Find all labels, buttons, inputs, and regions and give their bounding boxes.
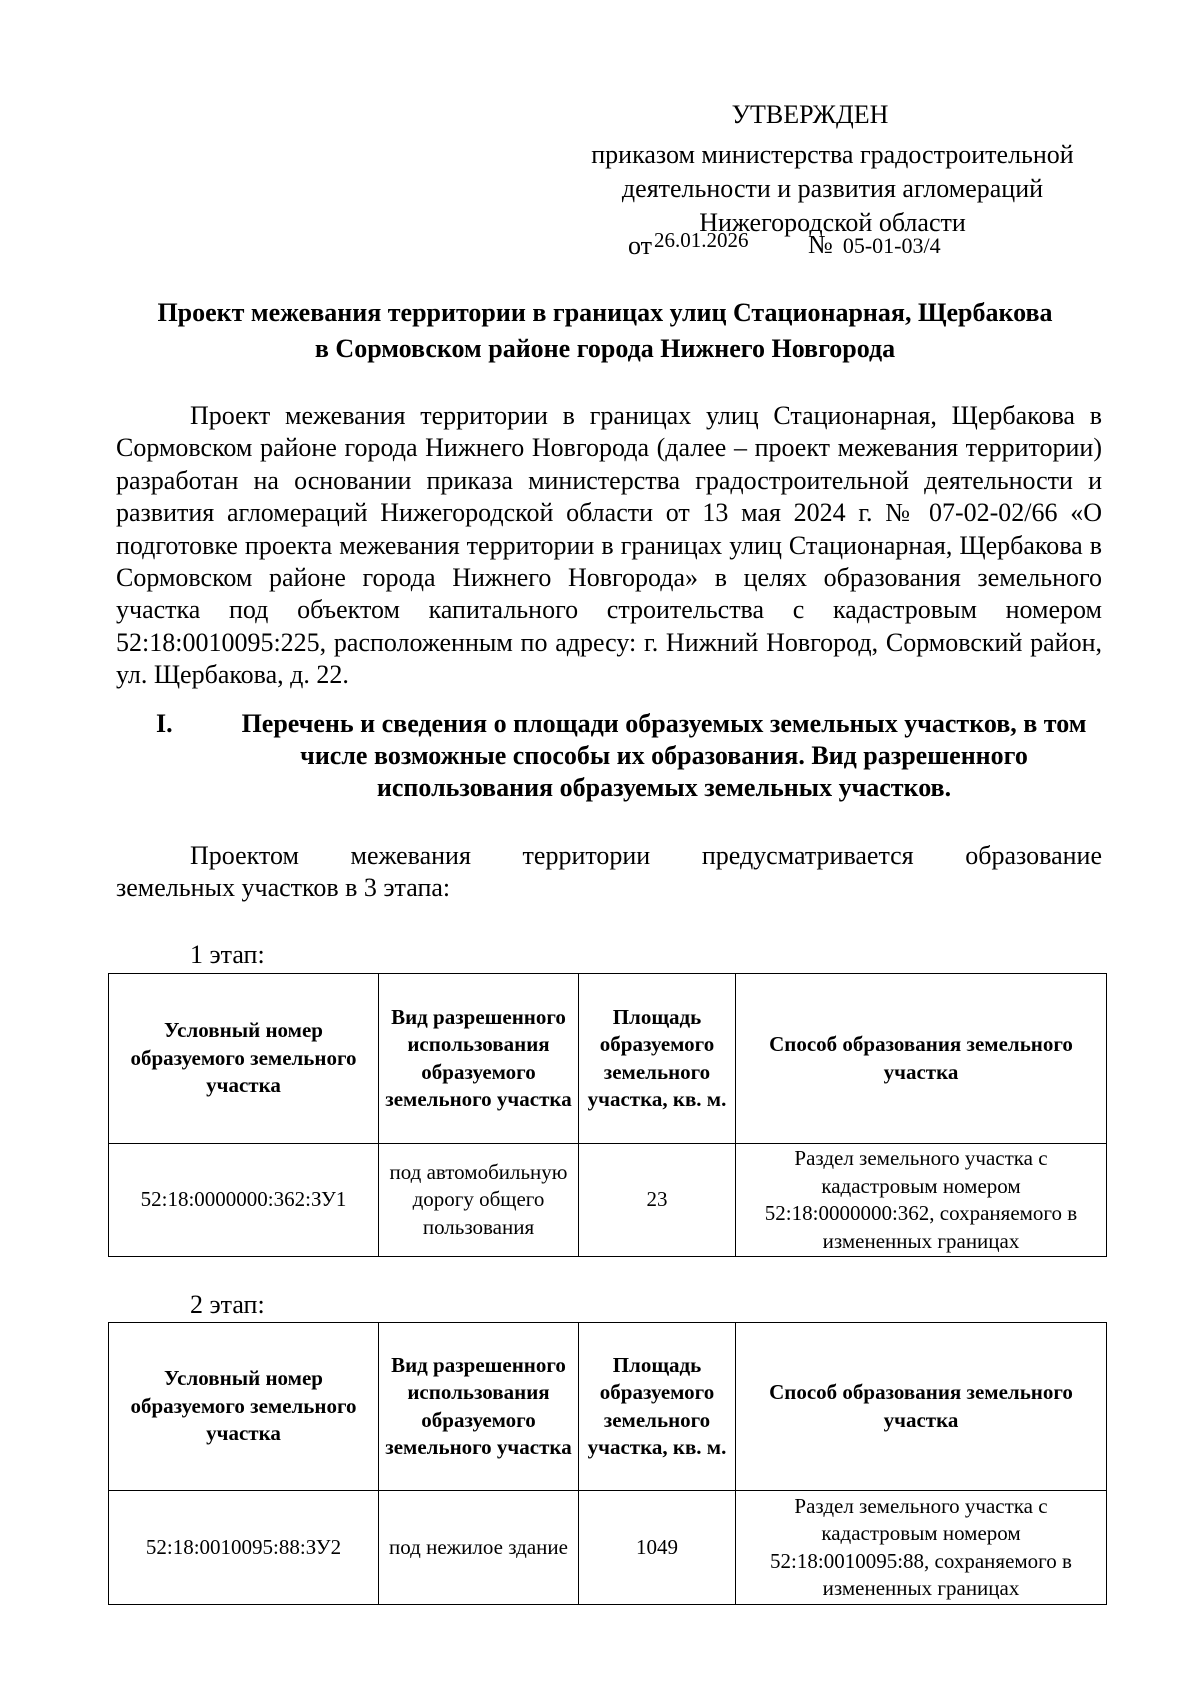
intro-paragraph [116, 400, 1102, 692]
stages-paragraph [116, 840, 1102, 904]
cell-number: 52:18:0010095:88:ЗУ2 [109, 1491, 379, 1605]
approval-number [808, 230, 941, 260]
document-title-line-2: в Сормовском районе города Нижнего Новгорода [314, 334, 896, 363]
intro-text: Проект межевания территории в границах улиц Стационарная, Щербакова в Сормовском районе города Нижнего Новгорода (далее – проект межевания территории) разработан на основании приказа министерства градостроительной деятельности и развития агломераций Нижегородской области от 13 мая 2024 г. № 07-02-02/66 «О подготовке проекта межевания территории в границах улиц Стационарная, Щербакова в Сормовском районе города Нижнего Новгорода» в целях образования земельного участка под объектом капитального строительства с кадастровым номером 52:18:0010095:225, расположенным по адресу: г. Нижний Новгород, Сормовский район, ул. Щербакова, д. 22. [116, 401, 1102, 690]
table-row [109, 1144, 1107, 1257]
header-use: Вид разрешенного использования образуемого земельного участка [379, 974, 579, 1144]
cell-use: под нежилое здание [379, 1491, 579, 1605]
approval-line-3: Нижегородской области [699, 208, 966, 237]
header-method: Способ образования земельного участка [736, 1323, 1107, 1491]
document-title [108, 295, 1102, 367]
approval-block [555, 138, 1110, 240]
stage-2-label: 2 этап: [190, 1290, 265, 1319]
cell-area: 23 [579, 1144, 736, 1257]
word: территории [522, 841, 651, 870]
section-number: I. [156, 709, 173, 738]
cell-method: Раздел земельного участка с кадастровым номером 52:18:0000000:362, сохраняемого в измененных границах [736, 1144, 1107, 1257]
cell-number: 52:18:0000000:362:ЗУ1 [109, 1144, 379, 1257]
date-prefix: от [628, 231, 653, 260]
approval-title: УТВЕРЖДЕН [731, 100, 889, 129]
approval-line-2: деятельности и развития агломераций [621, 174, 1044, 203]
cell-area: 1049 [579, 1491, 736, 1605]
approval-line-1: приказом министерства градостроительной [591, 140, 1074, 169]
word: предусматривается [701, 841, 914, 870]
stage-2-table [108, 1322, 1107, 1605]
header-area: Площадь образуемого земельного участка, кв. м. [579, 1323, 736, 1491]
number-prefix: № [808, 230, 833, 259]
stage-1-label: 1 этап: [190, 940, 265, 969]
header-method: Способ образования земельного участка [736, 974, 1107, 1144]
stages-paragraph-line-1 [116, 840, 1102, 872]
cell-method: Раздел земельного участка с кадастровым номером 52:18:0010095:88, сохраняемого в измененных границах [736, 1491, 1107, 1605]
table-header-row [109, 1323, 1107, 1491]
date-value: 26.01.2026 [654, 228, 749, 252]
cell-use: под автомобильную дорогу общего пользования [379, 1144, 579, 1257]
header-area: Площадь образуемого земельного участка, кв. м. [579, 974, 736, 1144]
word: Проектом [190, 841, 299, 870]
stage-1-table [108, 973, 1107, 1257]
approval-date [628, 228, 749, 261]
document-title-line-1: Проект межевания территории в границах улиц Стационарная, Щербакова [157, 298, 1053, 327]
word: межевания [350, 841, 471, 870]
number-value: 05-01-03/4 [842, 233, 941, 258]
header-use: Вид разрешенного использования образуемого земельного участка [379, 1323, 579, 1491]
stages-paragraph-line-2: земельных участков в 3 этапа: [116, 873, 451, 902]
section-title: Перечень и сведения о площади образуемых земельных участков, в том числе возможные способы их образования. Вид разрешенного использования образуемых земельных участков. [241, 709, 1087, 802]
table-header-row [109, 974, 1107, 1144]
header-number: Условный номер образуемого земельного участка [109, 974, 379, 1144]
section-heading [156, 708, 1102, 804]
header-number: Условный номер образуемого земельного участка [109, 1323, 379, 1491]
table-row [109, 1491, 1107, 1605]
word: образование [965, 841, 1102, 870]
